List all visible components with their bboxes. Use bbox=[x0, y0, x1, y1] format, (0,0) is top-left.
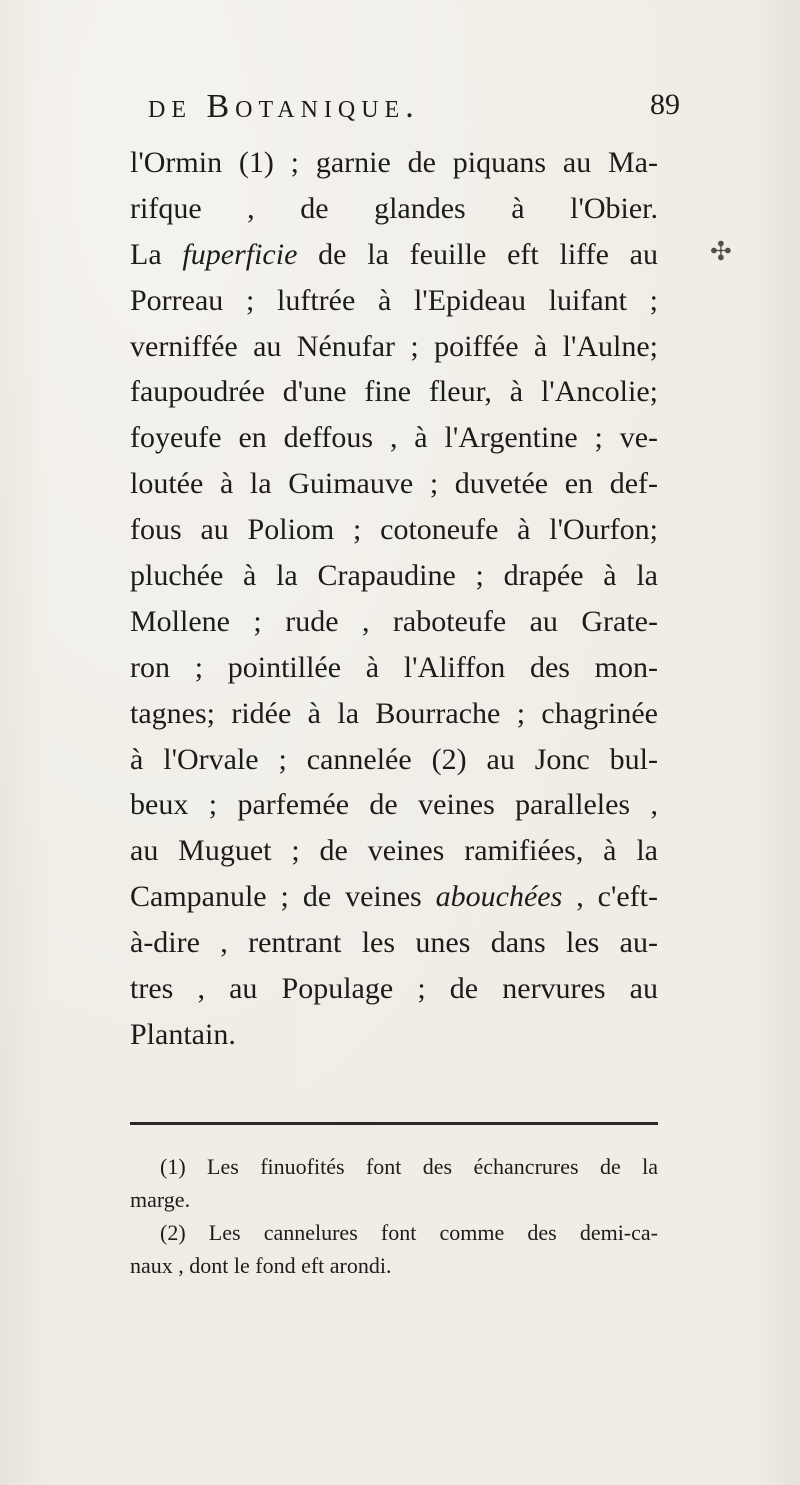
running-head bbox=[120, 88, 680, 128]
text-segment: , c'eft- bbox=[562, 880, 658, 914]
text-line: tres , au Populage ; de nervures au bbox=[130, 972, 658, 1006]
text-line: foyeufe en deffous , à l'Argentine ; ve- bbox=[130, 421, 658, 455]
footnote-rule bbox=[130, 1122, 658, 1125]
text-segment: de la feuille eft liffe au bbox=[297, 237, 658, 271]
page-number: 89 bbox=[650, 88, 680, 121]
footnote-line: (2) Les cannelures font comme des demi-ca- bbox=[160, 1220, 658, 1245]
text-segment: Campanule ; de veines bbox=[130, 880, 436, 914]
body-text bbox=[130, 140, 658, 1058]
running-title: de Botanique. bbox=[148, 88, 420, 125]
text-line: Porreau ; luftrée à l'Epideau luifant ; bbox=[130, 283, 658, 317]
text-line: ron ; pointillée à l'Aliffon des mon- bbox=[130, 650, 658, 684]
text-line: Plantain. bbox=[130, 1017, 236, 1051]
margin-ornament-icon: ✣ bbox=[710, 237, 732, 267]
text-line: pluchée à la Crapaudine ; drapée à la bbox=[130, 559, 658, 593]
footnote-line: naux , dont le fond eft arondi. bbox=[130, 1253, 392, 1278]
text-line: beux ; parfemée de veines paralleles , bbox=[130, 788, 658, 822]
text-line bbox=[130, 874, 658, 920]
footnote-line: marge. bbox=[130, 1187, 191, 1212]
text-segment: La bbox=[130, 237, 183, 271]
text-line: au Muguet ; de veines ramifiées, à la bbox=[130, 834, 658, 868]
text-line: rifque , de glandes à l'Obier. bbox=[130, 191, 658, 225]
footnotes bbox=[130, 1150, 658, 1282]
text-line: à l'Orvale ; cannelée (2) au Jonc bul- bbox=[130, 742, 658, 776]
text-line: faupoudrée d'une fine fleur, à l'Ancolie; bbox=[130, 375, 658, 409]
text-line: verniffée au Nénufar ; poiffée à l'Aulne; bbox=[130, 329, 658, 363]
text-line: l'Ormin (1) ; garnie de piquans au Ma- bbox=[130, 146, 658, 179]
italic-term: fuperficie bbox=[182, 237, 298, 271]
footnote-line: (1) Les finuofités font des échancrures de la bbox=[160, 1154, 658, 1179]
italic-term: abouchées bbox=[435, 880, 563, 914]
text-line: tagnes; ridée à la Bourrache ; chagrinée bbox=[130, 696, 658, 730]
text-line: à-dire , rentrant les unes dans les au- bbox=[130, 926, 658, 960]
text-line bbox=[130, 232, 658, 278]
text-line: Mollene ; rude , raboteufe au Grate- bbox=[130, 604, 658, 638]
text-line: loutée à la Guimauve ; duvetée en def- bbox=[130, 467, 658, 501]
text-line: fous au Poliom ; cotoneufe à l'Ourfon; bbox=[130, 513, 658, 547]
